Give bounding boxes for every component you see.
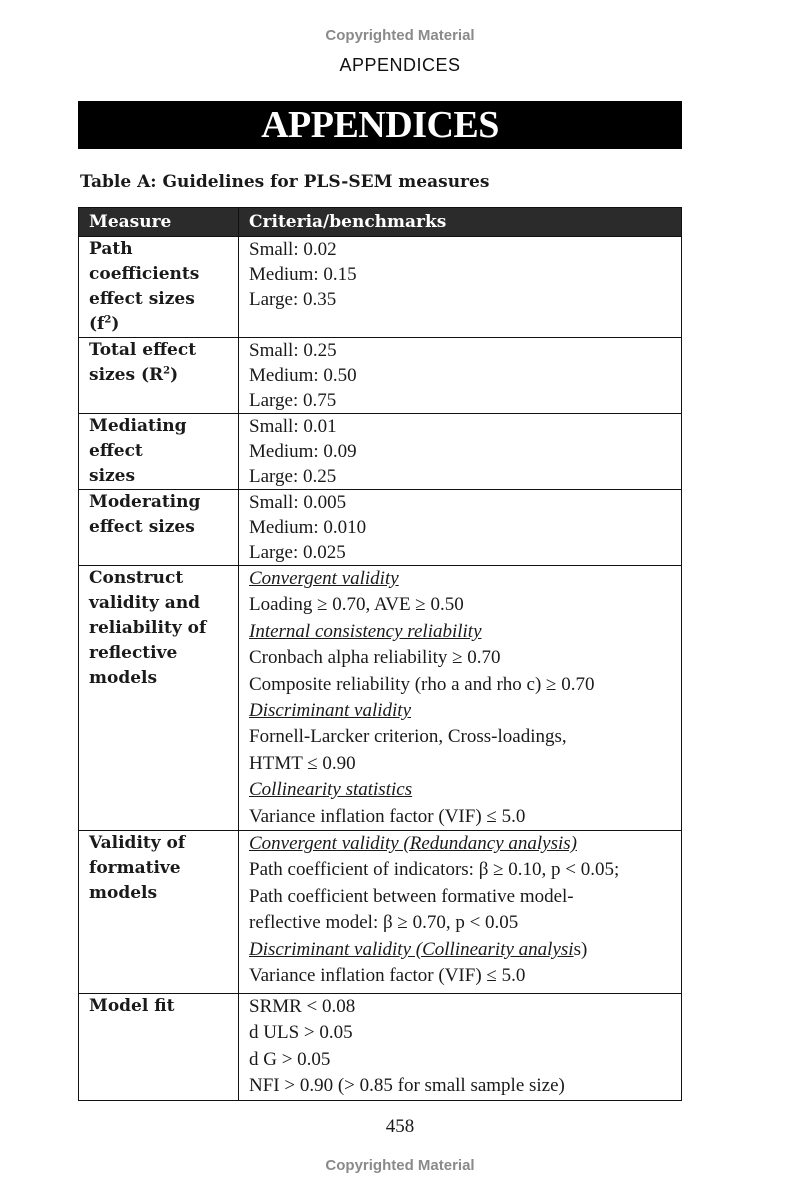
criteria-cell: SRMR < 0.08 d ULS > 0.05 d G > 0.05 NFI > 0.90 (> 0.85 for small sample size) <box>239 994 682 1101</box>
running-head: APPENDICES <box>339 55 461 75</box>
header-criteria: Criteria/benchmarks <box>239 208 682 237</box>
criteria-cell: Small: 0.005 Medium: 0.010 Large: 0.025 <box>239 490 682 566</box>
subheading: Convergent validity <box>249 568 399 589</box>
page-number: 458 <box>385 1116 415 1137</box>
copyright-watermark-top: Copyrighted Material <box>325 27 475 44</box>
table-row-total-effect <box>79 338 682 414</box>
table-row-construct-validity <box>79 566 682 831</box>
subheading: Discriminant validity <box>249 700 412 722</box>
table-row-model-fit <box>79 994 682 1101</box>
criteria-cell: Convergent validity Loading ≥ 0.70, AVE ≥ 0.50 Internal consistency reliability Cronbach alpha reliability ≥ 0.70 Composite reliability (rho a and rho c) ≥ 0.70 Discriminant validity Fornell-Larcker criterion, Cross-loadings, HTMT ≤ 0.90 Collinearity statistics Variance inflation factor (VIF) ≤ 5.0 <box>239 566 682 831</box>
table-row-formative-validity <box>79 831 682 994</box>
subheading: Convergent validity (Redundancy analysis) <box>249 833 578 855</box>
table-header-row <box>79 208 682 237</box>
measure-cell: Mediating effect sizes <box>79 414 239 490</box>
section-banner-title: APPENDICES <box>78 101 682 149</box>
header-measure: Measure <box>79 208 239 237</box>
measure-cell: Path coefficients effect sizes $(f^2)$ <box>79 237 239 338</box>
criteria-cell: Small: 0.01 Medium: 0.09 Large: 0.25 <box>239 414 682 490</box>
table-row-moderating <box>79 490 682 566</box>
measure-cell: Validity of formative models <box>79 831 239 994</box>
criteria-cell: Convergent validity (Redundancy analysis) Path coefficient of indicators: β ≥ 0.10, p < 0.05; Path coefficient between formative model- reflective model: β ≥ 0.70, p < 0.05 Discriminant validity (Collinearity analysis) Variance inflation factor (VIF) ≤ 5.0 <box>239 831 682 994</box>
measure-cell: Model fit <box>79 994 239 1101</box>
table-row-path-coefficients <box>79 237 682 338</box>
criteria-cell: Small: 0.02 Medium: 0.15 Large: 0.35 <box>239 237 682 338</box>
table-caption: Table A: Guidelines for PLS-SEM measures <box>80 172 490 192</box>
subheading: Discriminant validity (Collinearity analysi <box>249 938 574 960</box>
guidelines-table <box>78 207 682 1101</box>
criteria-cell: Small: 0.25 Medium: 0.50 Large: 0.75 <box>239 338 682 414</box>
copyright-watermark-bottom: Copyrighted Material <box>325 1157 475 1174</box>
table-row-mediating <box>79 414 682 490</box>
measure-cell: Moderating effect sizes <box>79 490 239 566</box>
subheading: Internal consistency reliability <box>249 620 482 642</box>
measure-cell: Construct validity and reliability of reflective models <box>79 566 239 831</box>
measure-cell: Total effect sizes $(R^2)$ <box>79 338 239 414</box>
subheading: Collinearity statistics <box>249 779 413 801</box>
